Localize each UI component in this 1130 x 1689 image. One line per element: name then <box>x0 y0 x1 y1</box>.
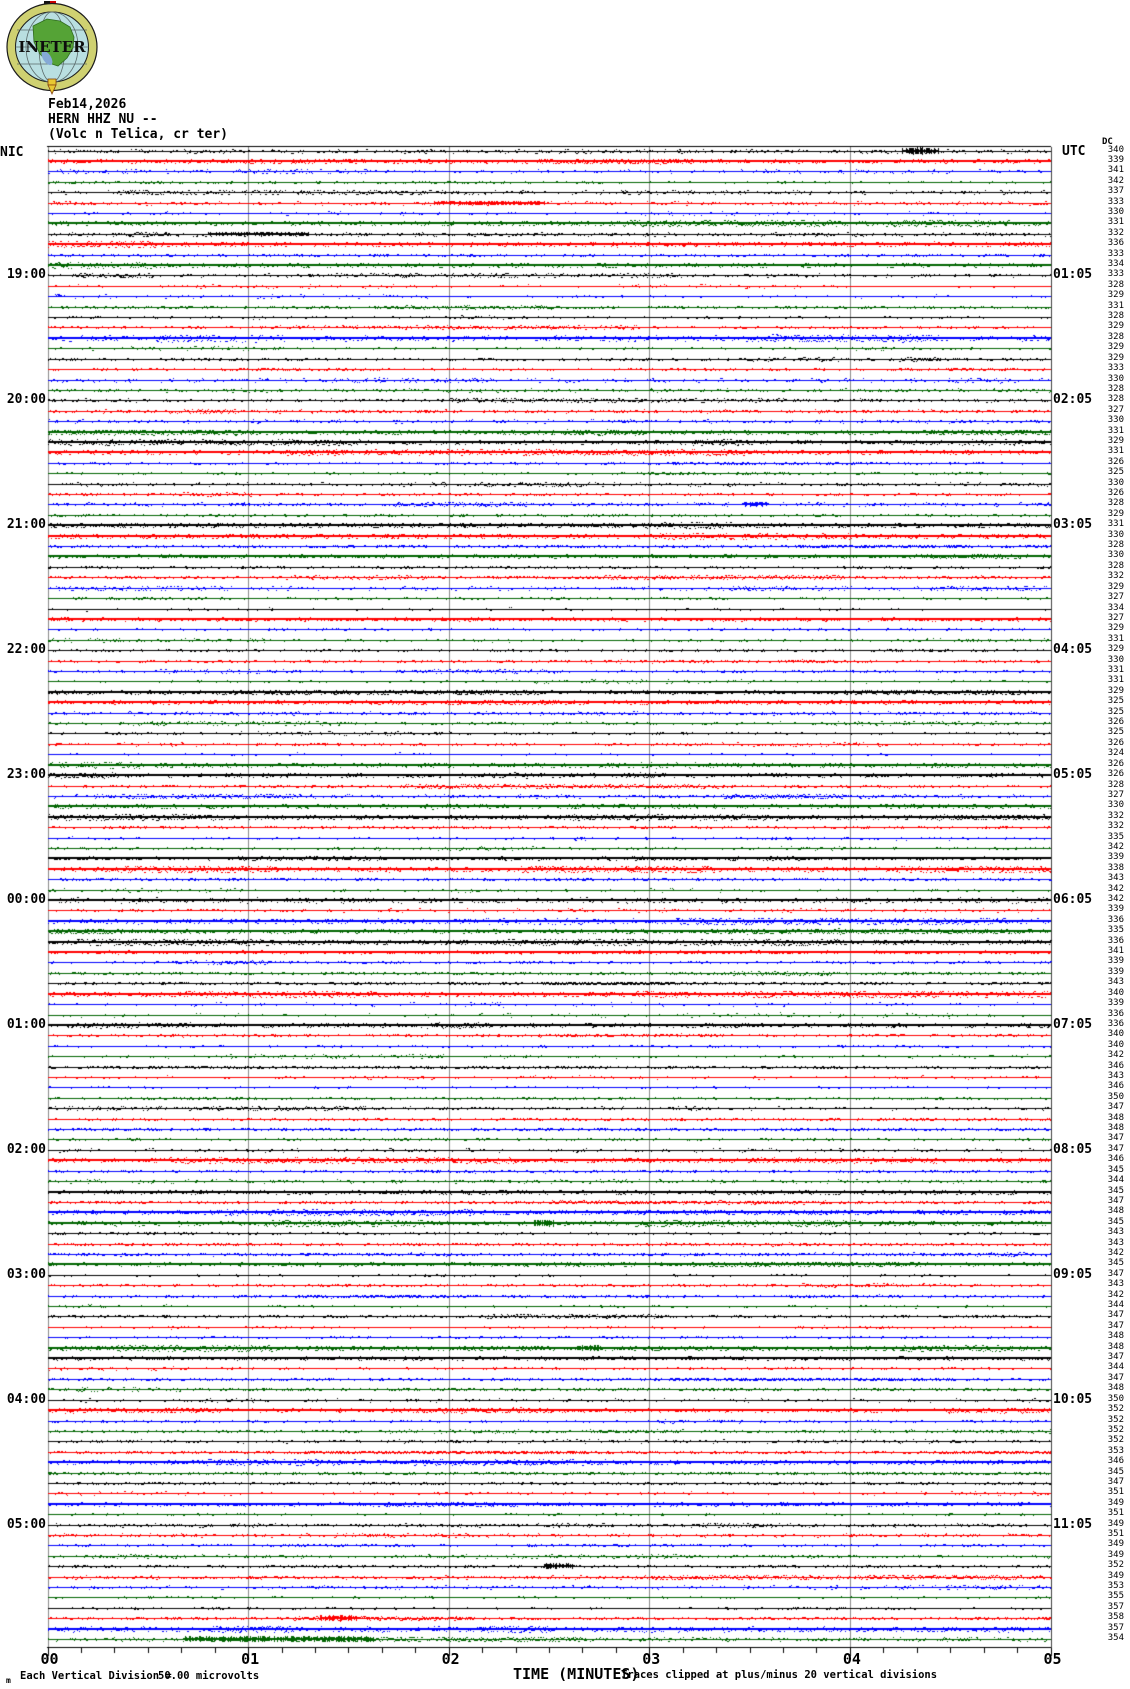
dc-offset-value: 328 <box>1107 560 1124 571</box>
dc-offset-value: 328 <box>1107 394 1124 405</box>
dc-offset-value: 325 <box>1107 706 1124 717</box>
dc-offset-value: 349 <box>1107 1518 1124 1529</box>
dc-offset-value: 336 <box>1107 1008 1124 1019</box>
dc-offset-value: 355 <box>1107 1591 1124 1602</box>
dc-offset-value: 342 <box>1107 841 1124 852</box>
dc-offset-value: 330 <box>1107 654 1124 665</box>
left-hour-label: 21:00 <box>6 517 46 533</box>
dc-offset-value: 328 <box>1107 383 1124 394</box>
dc-offset-value: 351 <box>1107 1508 1124 1519</box>
x-tick-label: 05 <box>1043 1650 1062 1668</box>
dc-offset-value: 342 <box>1107 1289 1124 1300</box>
dc-offset-value: 349 <box>1107 1549 1124 1560</box>
dc-offset-value: 346 <box>1107 1154 1124 1165</box>
dc-offset-value: 352 <box>1107 1414 1124 1425</box>
dc-offset-value: 330 <box>1107 477 1124 488</box>
dc-offset-value: 327 <box>1107 789 1124 800</box>
dc-offset-value: 348 <box>1107 1206 1124 1217</box>
dc-offset-value: 345 <box>1107 1258 1124 1269</box>
dc-offset-value: 341 <box>1107 165 1124 176</box>
dc-offset-value: 329 <box>1107 321 1124 332</box>
dc-offset-value: 339 <box>1107 956 1124 967</box>
dc-offset-value: 332 <box>1107 227 1124 238</box>
dc-offset-value: 346 <box>1107 1456 1124 1467</box>
clip-note: Traces clipped at plus/minus 20 vertical divisions <box>621 1669 938 1681</box>
dc-offset-value: 329 <box>1107 623 1124 634</box>
dc-offset-value: 345 <box>1107 1164 1124 1175</box>
dc-offset-value: 354 <box>1107 1633 1124 1644</box>
dc-offset-value: 330 <box>1107 206 1124 217</box>
dc-offset-value: 352 <box>1107 1424 1124 1435</box>
dc-offset-value: 347 <box>1107 1476 1124 1487</box>
dc-offset-value: 329 <box>1107 290 1124 301</box>
dc-offset-value: 329 <box>1107 342 1124 353</box>
left-hour-label: 20:00 <box>6 392 46 408</box>
right-hour-label: 08:05 <box>1053 1141 1093 1157</box>
dc-offset-value: 331 <box>1107 446 1124 457</box>
dc-offset-value: 338 <box>1107 862 1124 873</box>
dc-offset-value: 328 <box>1107 498 1124 509</box>
dc-offset-value: 353 <box>1107 1445 1124 1456</box>
dc-offset-value: 340 <box>1107 144 1124 155</box>
dc-offset-value: 347 <box>1107 1310 1124 1321</box>
dc-offset-value: 346 <box>1107 1081 1124 1092</box>
dc-offset-value: 332 <box>1107 571 1124 582</box>
dc-offset-value: 347 <box>1107 1143 1124 1154</box>
dc-offset-value: 351 <box>1107 1529 1124 1540</box>
dc-offset-value: 336 <box>1107 1018 1124 1029</box>
dc-offset-value: 328 <box>1107 311 1124 322</box>
right-hour-label: 11:05 <box>1053 1516 1093 1532</box>
dc-offset-value: 331 <box>1107 425 1124 436</box>
dc-offset-value: 348 <box>1107 1123 1124 1134</box>
dc-offset-value: 345 <box>1107 1466 1124 1477</box>
right-hour-label: 04:05 <box>1053 642 1093 658</box>
dc-offset-value: 330 <box>1107 529 1124 540</box>
dc-offset-value: 347 <box>1107 1102 1124 1113</box>
dc-offset-value: 326 <box>1107 737 1124 748</box>
dc-offset-value: 339 <box>1107 998 1124 1009</box>
scale-value: 50.00 microvolts <box>158 1670 260 1682</box>
dc-offset-value: 331 <box>1107 665 1124 675</box>
dc-offset-value: 330 <box>1107 415 1124 426</box>
dc-offset-value: 329 <box>1107 352 1124 363</box>
dc-offset-value: 349 <box>1107 1539 1124 1550</box>
dc-offset-value: 342 <box>1107 1050 1124 1061</box>
dc-offset-value: 328 <box>1107 779 1124 790</box>
right-hour-label: 05:05 <box>1053 767 1093 783</box>
dc-offset-value: 358 <box>1107 1612 1124 1623</box>
dc-offset-value: 345 <box>1107 1185 1124 1196</box>
dc-offset-value: 350 <box>1107 1393 1124 1404</box>
dc-offset-value: 331 <box>1107 675 1124 686</box>
dc-offset-value: 339 <box>1107 852 1124 863</box>
dc-offset-value: 342 <box>1107 1247 1124 1258</box>
dc-offset-value: 348 <box>1107 1383 1124 1394</box>
dc-offset-value: 333 <box>1107 196 1124 207</box>
left-hour-label: 04:00 <box>6 1391 46 1407</box>
left-hour-label: 23:00 <box>6 767 46 783</box>
dc-offset-value: 330 <box>1107 373 1124 384</box>
x-tick-label: 01 <box>241 1650 260 1668</box>
dc-offset-value: 343 <box>1107 1237 1124 1248</box>
dc-offset-value: 347 <box>1107 1320 1124 1331</box>
dc-offset-value: 326 <box>1107 717 1124 728</box>
right-hour-label: 10:05 <box>1053 1391 1093 1407</box>
left-hour-label: 03:00 <box>6 1266 46 1282</box>
dc-offset-value: 346 <box>1107 1060 1124 1071</box>
dc-offset-value: 332 <box>1107 810 1124 821</box>
dc-offset-value: 347 <box>1107 1268 1124 1279</box>
dc-offset-value: 335 <box>1107 925 1124 936</box>
dc-offset-value: 333 <box>1107 363 1124 374</box>
dc-offset-value: 353 <box>1107 1581 1124 1592</box>
dc-offset-value: 349 <box>1107 1497 1124 1508</box>
dc-offset-value: 333 <box>1107 248 1124 259</box>
dc-offset-value: 341 <box>1107 946 1124 957</box>
dc-offset-value: 326 <box>1107 758 1124 769</box>
dc-offset-value: 348 <box>1107 1331 1124 1342</box>
scale-note: Each Vertical Division = <box>20 1670 172 1682</box>
dc-offset-value: 343 <box>1107 1279 1124 1290</box>
dc-offset-value: 335 <box>1107 831 1124 842</box>
left-hour-label: 00:00 <box>6 892 46 908</box>
dc-offset-value: 334 <box>1107 602 1124 613</box>
dc-offset-value: 336 <box>1107 914 1124 925</box>
dc-offset-value: 324 <box>1107 748 1124 759</box>
dc-offset-value: 340 <box>1107 1029 1124 1040</box>
dc-offset-value: 340 <box>1107 1039 1124 1050</box>
dc-offset-value: 330 <box>1107 800 1124 811</box>
left-hour-label: 19:00 <box>6 267 46 283</box>
dc-offset-value: 326 <box>1107 488 1124 499</box>
dc-offset-value: 347 <box>1107 1372 1124 1383</box>
right-hour-label: 01:05 <box>1053 267 1093 283</box>
dc-offset-value: 326 <box>1107 456 1124 467</box>
dc-offset-value: 325 <box>1107 467 1124 478</box>
dc-offset-value: 329 <box>1107 644 1124 655</box>
dc-offset-value: 342 <box>1107 175 1124 186</box>
left-hour-label: 01:00 <box>6 1016 46 1032</box>
dc-offset-value: 343 <box>1107 977 1124 988</box>
footer-glyph: m <box>6 1676 11 1685</box>
dc-offset-value: 344 <box>1107 1362 1124 1373</box>
dc-offset-value: 328 <box>1107 331 1124 342</box>
dc-offset-value: 328 <box>1107 540 1124 551</box>
dc-offset-value: 357 <box>1107 1601 1124 1612</box>
right-hour-label: 03:05 <box>1053 517 1093 533</box>
dc-offset-value: 326 <box>1107 769 1124 780</box>
dc-offset-value: 330 <box>1107 550 1124 561</box>
x-axis-title: TIME (MINUTES) <box>513 1665 640 1683</box>
right-hour-label: 02:05 <box>1053 392 1093 408</box>
dc-offset-value: 336 <box>1107 935 1124 946</box>
dc-offset-value: 337 <box>1107 186 1124 197</box>
dc-offset-value: 339 <box>1107 154 1124 165</box>
dc-offset-value: 347 <box>1107 1352 1124 1363</box>
dc-offset-value: 342 <box>1107 894 1124 905</box>
dc-offset-value: 329 <box>1107 685 1124 696</box>
dc-offset-value: 339 <box>1107 904 1124 915</box>
dc-offset-value: 343 <box>1107 1227 1124 1238</box>
dc-offset-value: 352 <box>1107 1404 1124 1415</box>
dc-offset-value: 329 <box>1107 581 1124 592</box>
dc-offset-value: 342 <box>1107 883 1124 894</box>
dc-offset-value: 348 <box>1107 1112 1124 1123</box>
dc-offset-value: 345 <box>1107 1216 1124 1227</box>
right-hour-label: 07:05 <box>1053 1016 1093 1032</box>
right-hour-label: 06:05 <box>1053 892 1093 908</box>
left-hour-label: 22:00 <box>6 642 46 658</box>
dc-offset-value: 347 <box>1107 1195 1124 1206</box>
dc-offset-value: 327 <box>1107 592 1124 603</box>
dc-offset-value: 334 <box>1107 259 1124 269</box>
dc-offset-value: 348 <box>1107 1341 1124 1352</box>
dc-offset-value: 350 <box>1107 1091 1124 1102</box>
x-tick-label: 03 <box>642 1650 661 1668</box>
dc-offset-value: 327 <box>1107 404 1124 415</box>
dc-offset-value: 352 <box>1107 1560 1124 1571</box>
dc-offset-value: 343 <box>1107 1070 1124 1081</box>
x-tick-label: 04 <box>842 1650 861 1668</box>
dc-offset-value: 336 <box>1107 238 1124 249</box>
right-hour-label: 09:05 <box>1053 1266 1093 1282</box>
x-tick-label: 02 <box>441 1650 460 1668</box>
dc-offset-value: 325 <box>1107 727 1124 738</box>
dc-offset-value: 331 <box>1107 519 1124 530</box>
dc-offset-value: 351 <box>1107 1487 1124 1498</box>
dc-offset-value: 347 <box>1107 1133 1124 1144</box>
dc-offset-value: 344 <box>1107 1300 1124 1310</box>
left-hour-label: 02:00 <box>6 1141 46 1157</box>
x-tick-label: 00 <box>40 1650 59 1668</box>
dc-offset-value: 328 <box>1107 279 1124 290</box>
dc-offset-value: 343 <box>1107 873 1124 884</box>
left-hour-label: 05:00 <box>6 1516 46 1532</box>
dc-offset-value: 352 <box>1107 1435 1124 1446</box>
dc-offset-value: 349 <box>1107 1570 1124 1581</box>
dc-offset-value: 331 <box>1107 300 1124 311</box>
dc-offset-value: 340 <box>1107 987 1124 998</box>
dc-offset-value: 325 <box>1107 696 1124 707</box>
dc-offset-value: 331 <box>1107 633 1124 644</box>
dc-offset-value: 329 <box>1107 508 1124 519</box>
dc-offset-value: 327 <box>1107 612 1124 623</box>
dc-offset-value: 332 <box>1107 821 1124 832</box>
dc-offset-value: 339 <box>1107 966 1124 977</box>
dc-offset-value: 344 <box>1107 1175 1124 1186</box>
dc-offset-value: 331 <box>1107 217 1124 228</box>
dc-offset-value: 357 <box>1107 1622 1124 1633</box>
dc-offset-value: 329 <box>1107 435 1124 446</box>
dc-offset-value: 333 <box>1107 269 1124 280</box>
